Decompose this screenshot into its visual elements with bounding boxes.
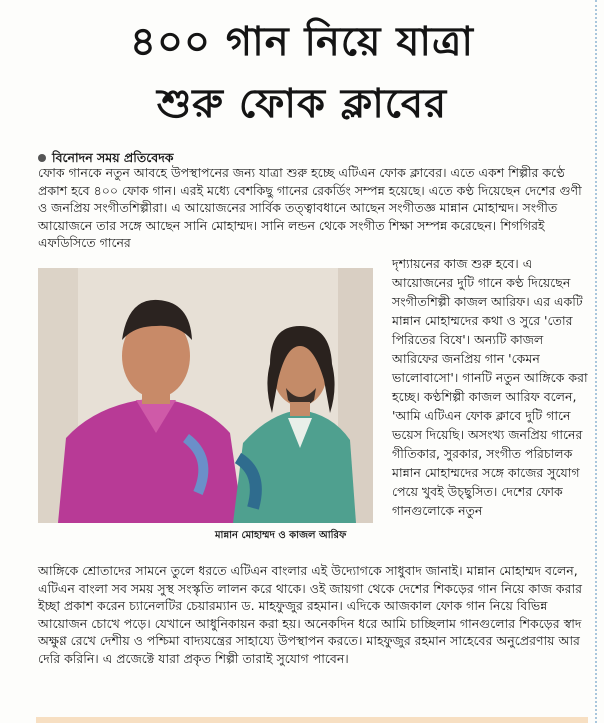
footer-bar xyxy=(36,717,588,723)
bullet-icon xyxy=(38,154,46,162)
article-paragraph-bottom: আঙ্গিকে শ্রোতাদের সামনে তুলে ধরতে এটিএন বাংলার এই উদ্যোগকে সাধুবাদ জানাই। মান্নান মোহাম্মদ বলেন, এটিএন বাংলা সব সময় সুস্থ সংস্কৃতি লালন করে থাকে। ওই জায়গা থেকে দেশের শিকড়ের গান নিয়ে কাজ করার ইচ্ছা প্রকাশ করেন চ্যানেলটির চেয়ারম্যান ড. মাহফুজুর রহমান। এদিকে আজকাল ফোক গান নিয়ে বিভিন্ন আয়োজন চোখে পড়ে। যেখানে আধুনিকায়ন করা হয়। অনেকদিন ধরে আমি চাচ্ছিলাম গানগুলোর শিকড়ের স্বাদ অক্ষুণ্ণ রেখে দেশীয় ও পশ্চিমা বাদ্যযন্ত্রের সাহায্যে উপস্থাপন করতে। মাহফুজুর রহমান সাহেবের অনুপ্রেরণায় আর দেরি করিনি। এ প্রজেক্টে যারা প্রকৃত শিল্পী তারাই সুযোগ পাবেন। xyxy=(38,563,583,666)
photo-illustration xyxy=(38,268,373,523)
article-paragraph-side: দৃশ্যায়নের কাজ শুরু হবে। এ আয়োজনের দুটি গানে কণ্ঠ দিয়েছেন সংগীতশিল্পী কাজল আরিফ। এর একটি মান্নান মোহাম্মদের কথা ও সুরে 'তোর পিরিতের বিষে'। অন্যটি কাজল আরিফের জনপ্রিয় গান 'কেমন ভালোবাসো'। গানটি নতুন আঙ্গিকে করা হচ্ছে। কণ্ঠশিল্পী কাজল আরিফ বলেন, 'আমি এটিএন ফোক ক্লাবে দুটি গানে ভয়েস দিয়েছি। অসংখ্য জনপ্রিয় গানের গীতিকার, সুরকার, সংগীত পরিচালক মান্নান মোহাম্মদের সঙ্গে কাজের সুযোগ পেয়ে খুবই উচ্ছ্বসিত। দেশের ফোক গানগুলোকে নতুন xyxy=(392,256,588,518)
photo-caption: মান্নান মোহাম্মদ ও কাজল আরিফ xyxy=(215,530,347,541)
article-paragraph-top: ফোক গানকে নতুন আবহে উপস্থাপনের জন্য যাত্রা শুরু হচ্ছে এটিএন ফোক ক্লাবের। এতে একশ শিল্পীর কণ্ঠে প্রকাশ হবে ৪০০ ফোক গান। এরই মধ্যে বেশকিছু গানের রেকর্ডিং সম্পন্ন হয়েছে। এতে কণ্ঠ দিয়েছেন দেশের গুণী ও জনপ্রিয় সংগীতশিল্পীরা। এ আয়োজনের সার্বিক তত্ত্বাবধানে আছেন সংগীতজ্ঞ মান্নান মোহাম্মদ। সংগীত আয়োজনে তার সঙ্গে আছেন সানি মোহাম্মদ। সানি লন্ডন থেকে সংগীত শিক্ষা সম্পন্ন করেছেন। শিগগিরই এফডিসিতে গানের xyxy=(38,165,582,251)
article-photo xyxy=(38,268,373,523)
headline-line-2: শুরু ফোক ক্লাবের xyxy=(156,81,448,127)
byline-text: বিনোদন সময় প্রতিবেদক xyxy=(52,150,174,165)
headline-line-1: ৪০০ গান নিয়ে যাত্রা xyxy=(129,19,475,65)
